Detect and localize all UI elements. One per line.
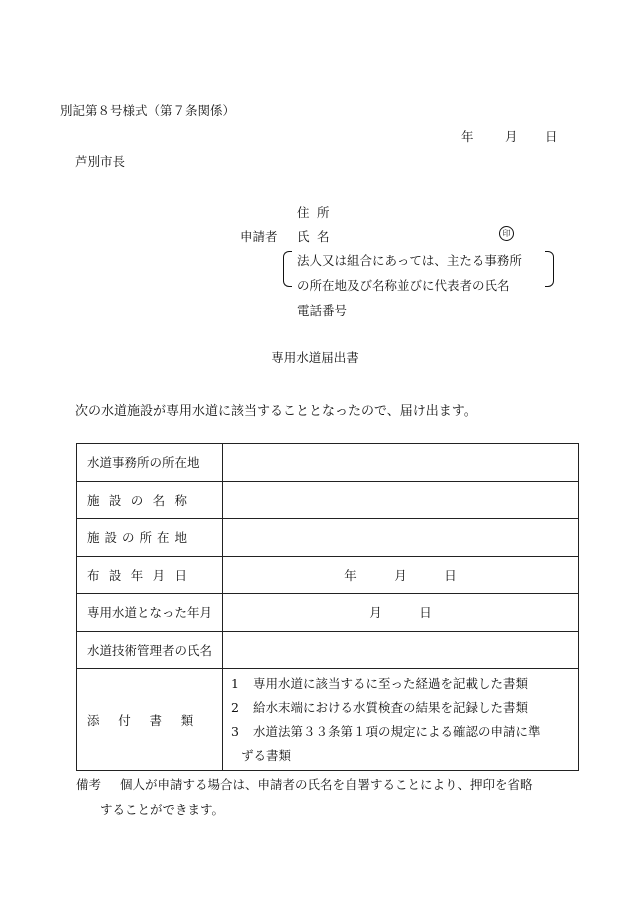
- table-row: [77, 631, 579, 669]
- corporate-note-line1: 法人又は組合にあっては、主たる事務所: [297, 253, 522, 268]
- table-row: [77, 444, 579, 482]
- table-row: [77, 481, 579, 519]
- applicant-phone-label: 電話番号: [297, 303, 348, 318]
- row-value-office-location[interactable]: [223, 444, 579, 482]
- row-label-facility-name: 施設の名称: [77, 481, 223, 519]
- attachments-list: [223, 669, 579, 771]
- form-number-label: 別記第８号様式（第７条関係）: [60, 103, 236, 118]
- row-value-facility-name[interactable]: [223, 481, 579, 519]
- row-value-installation-date[interactable]: 年 月 日: [223, 556, 579, 594]
- list-item: 1 専用水道に該当するに至った経過を記載した書類: [231, 675, 529, 691]
- row-label-attachments: 添付書類: [77, 669, 223, 771]
- row-label-technical-manager: 水道技術管理者の氏名: [77, 631, 223, 669]
- document-title: 専用水道届出書: [271, 350, 359, 365]
- row-value-technical-manager[interactable]: [223, 631, 579, 669]
- row-label-facility-location: 施設の所在地: [77, 519, 223, 557]
- table-row: [77, 556, 579, 594]
- date-month-label: 月: [505, 129, 518, 144]
- bracket-left: [283, 251, 292, 287]
- addressee: 芦別市長: [75, 154, 126, 169]
- applicant-address-label: 住所: [297, 205, 338, 220]
- table-row-attachments: [77, 669, 579, 771]
- corporate-note-line2: の所在地及び名称並びに代表者の氏名: [297, 278, 510, 293]
- date-day-label: 日: [545, 129, 558, 144]
- row-label-designation-date: 専用水道となった年月: [77, 594, 223, 632]
- row-value-designation-date[interactable]: 月 日: [223, 594, 579, 632]
- bracket-right: [545, 251, 554, 287]
- applicant-name-label: 氏名: [297, 229, 338, 244]
- list-item: 3 水道法第３３条第１項の規定による確認の申請に準: [231, 723, 541, 739]
- row-label-office-location: 水道事務所の所在地: [77, 444, 223, 482]
- intro-statement: 次の水道施設が専用水道に該当することとなったので、届け出ます。: [75, 404, 477, 419]
- date-year-label: 年: [461, 129, 474, 144]
- table-row: [77, 519, 579, 557]
- remarks-label: 備考: [76, 777, 102, 792]
- row-label-installation-date: 布設年月日: [77, 556, 223, 594]
- facility-info-table: [76, 443, 579, 771]
- row-value-facility-location[interactable]: [223, 519, 579, 557]
- remarks-text-line1: 個人が申請する場合は、申請者の氏名を自署することにより、押印を省略: [120, 777, 533, 792]
- applicant-label: 申請者: [240, 229, 278, 244]
- list-item: ずる書類: [241, 747, 292, 763]
- table-row: [77, 594, 579, 632]
- remarks-text-line2: することができます。: [100, 802, 225, 817]
- list-item: 2 給水末端における水質検査の結果を記録した書類: [231, 699, 529, 715]
- seal-mark-icon: 印: [499, 226, 514, 241]
